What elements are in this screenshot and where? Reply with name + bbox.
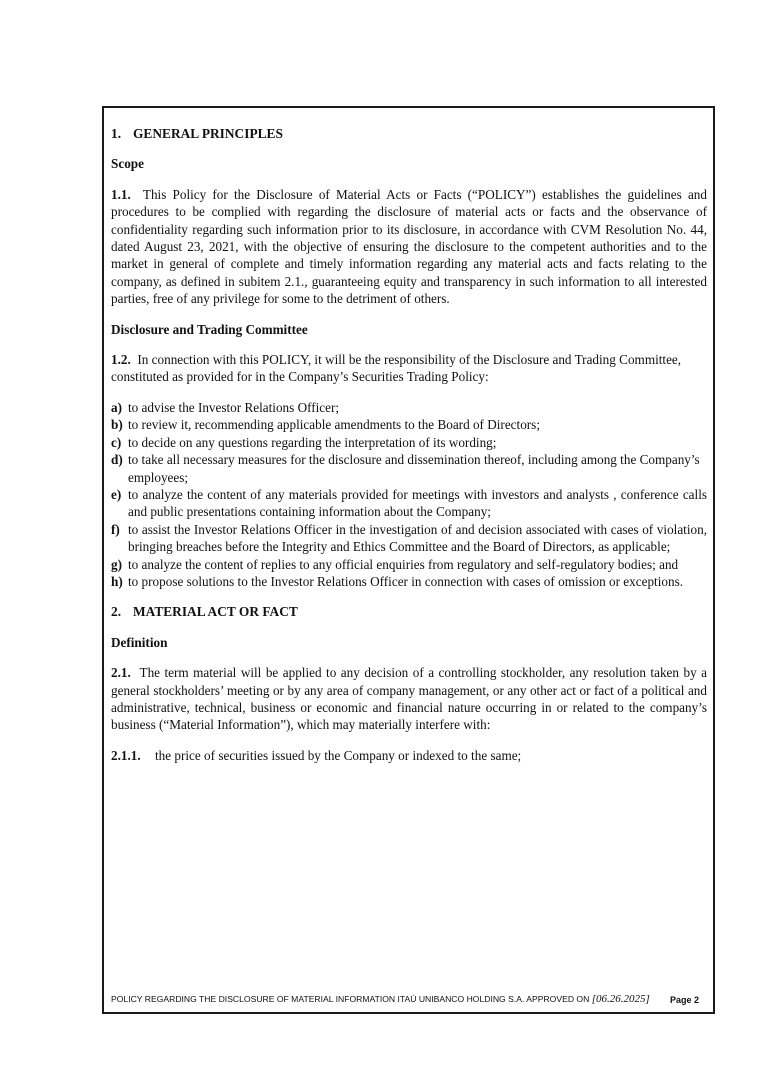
page-frame (102, 106, 715, 1014)
list-item: d) to take all necessary measures for the disclosure and dissemination thereof, including among the Company’s employees; (111, 452, 700, 485)
list-item: c) to decide on any questions regarding the interpretation of its wording; (111, 434, 497, 450)
approval-date: [06.26.2025] (591, 993, 650, 1005)
section-1-heading: 1. GENERAL PRINCIPLES (111, 126, 283, 141)
page-footer (111, 993, 707, 1005)
responsibility-list (111, 399, 707, 590)
list-item: e) to analyze the content of any materials provided for meetings with investors and analysts , conference calls and public presentations containing information about the Company; (111, 486, 707, 520)
section-2-heading: 2. MATERIAL ACT OR FACT (111, 604, 298, 620)
definition-heading: Definition (111, 634, 168, 650)
committee-heading: Disclosure and Trading Committee (111, 321, 308, 337)
list-item: h) to propose solutions to the Investor Relations Officer in connection with cases of omission or exceptions. (111, 573, 683, 589)
paragraph-2-1: 2.1. The term material will be applied to any decision of a controlling stockholder, any resolution taken by a general stockholders’ meeting or by any area of company management, or any other act or fact of a political and administrative, technical, business or economic and financial nature occurring in or related to the company’s business (“Material Information”), which may materially interfere with: (111, 665, 708, 733)
list-item: b) to review it, recommending applicable amendments to the Board of Directors; (111, 417, 540, 433)
paragraph-2-1-1: 2.1.1. the price of securities issued by the Company or indexed to the same; (111, 747, 522, 763)
scope-heading: Scope (111, 156, 144, 172)
paragraph-1-2: 1.2. In connection with this POLICY, it will be the responsibility of the Disclosure and Trading Committee, constituted as provided for in the Company’s Securities Trading Policy: (111, 352, 682, 385)
document-body (111, 125, 707, 764)
list-item: f) to assist the Investor Relations Officer in the investigation of and decision associated with cases of violation, bringing breaches before the Integrity and Ethics Committee and the Board of Directors, as applicable; (111, 521, 707, 555)
paragraph-1-1: 1.1. This Policy for the Disclosure of Material Acts or Facts (“POLICY”) establishes the guidelines and procedures to be complied with regarding the disclosure of material acts or facts and the observance of confidentiality regarding such information prior to its disclosure, in accordance with CVM Resolution No. 44, dated August 23, 2021, with the objective of ensuring the disclosure to the competent authorities and to the market in general of complete and timely information regarding any material acts and facts relating to the company, as defined in subitem 2.1., guaranteeing equity and transparency in such information to all interested parties, free of any privilege for some to the detriment of others. (111, 186, 707, 307)
page-number: Page 2 (669, 995, 699, 1005)
list-item: g) to analyze the content of replies to any official enquiries from regulatory and self-regulatory bodies; and (111, 556, 679, 572)
list-item: a) to advise the Investor Relations Officer; (111, 399, 340, 415)
footer-caption: POLICY REGARDING THE DISCLOSURE OF MATERIAL INFORMATION ITAÚ UNIBANCO HOLDING S.A. APPROVED ON [06.26.2025] (111, 993, 650, 1005)
